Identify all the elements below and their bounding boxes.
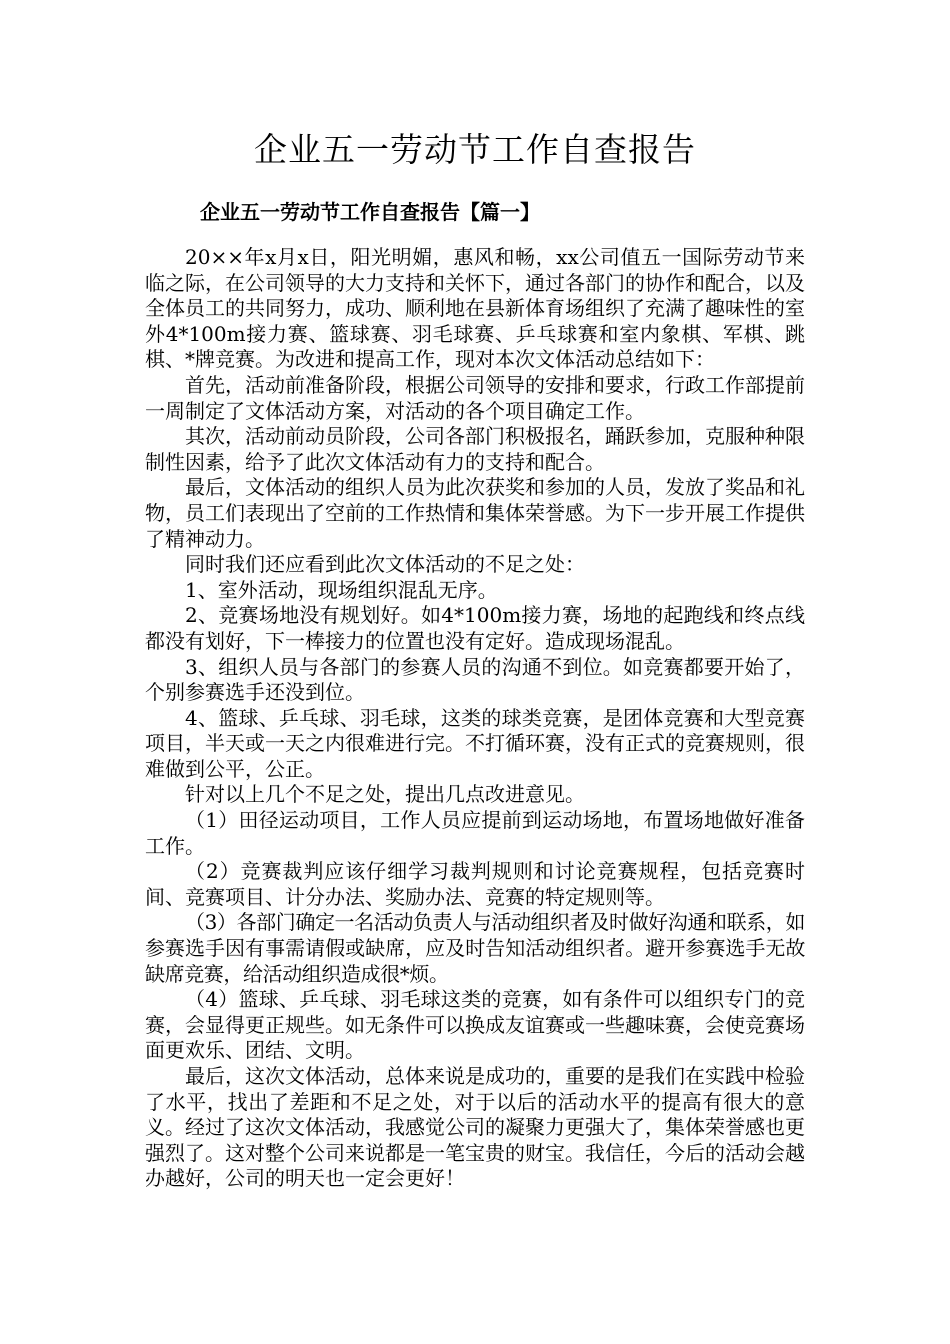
document-title: 企业五一劳动节工作自查报告	[254, 130, 696, 169]
paragraph-second: 其次，活动前动员阶段，公司各部门积极报名，踊跃参加，克服种种限制性因素，给予了此次文体活动有力的支持和配合。	[145, 424, 805, 474]
paragraph-conclusion: 最后，这次文体活动，总体来说是成功的，重要的是我们在实践中检验了水平，找出了差距和不足之处，对于以后的活动水平的提高有很大的意义。经过了这次文体活动，我感觉公司的凝聚力更强大了，集体荣誉感也更强烈了。这对整个公司来说都是一笔宝贵的财宝。我信任，今后的活动会越办越好，公司的明天也一定会更好！	[145, 1064, 805, 1191]
document-body	[145, 245, 805, 1192]
document-subtitle: 企业五一劳动节工作自查报告【篇一】	[200, 200, 540, 224]
paragraph-improvements-intro: 针对以上几个不足之处，提出几点改进意见。	[185, 782, 585, 807]
improvement-item-2: （2）竞赛裁判应该仔细学习裁判规则和讨论竞赛规程，包括竞赛时间、竞赛项目、计分办法、奖励办法、竞赛的特定规则等。	[145, 859, 805, 909]
improvement-item-3: （3）各部门确定一名活动负责人与活动组织者及时做好沟通和联系，如参赛选手因有事需请假或缺席，应及时告知活动组织者。避开参赛选手无故缺席竞赛，给活动组织造成很*烦。	[145, 910, 805, 986]
paragraph-intro: 20××年x月x日，阳光明媚，惠风和畅，xx公司值五一国际劳动节来临之际，在公司领导的大力支持和关怀下，通过各部门的协作和配合，以及全体员工的共同努力，成功、顺利地在县新体育场组织了充满了趣味性的室外4*100m接力赛、篮球赛、羽毛球赛、乒乓球赛和室内象棋、军棋、跳棋、*牌竞赛。为改进和提高工作，现对本次文体活动总结如下：	[145, 245, 805, 372]
shortcoming-item-2: 2、竞赛场地没有规划好。如4*100m接力赛，场地的起跑线和终点线都没有划好，下一棒接力的位置也没有定好。造成现场混乱。	[145, 603, 805, 653]
improvement-item-1: （1）田径运动项目，工作人员应提前到运动场地，布置场地做好准备工作。	[145, 808, 805, 858]
shortcoming-item-3: 3、组织人员与各部门的参赛人员的沟通不到位。如竞赛都要开始了，个别参赛选手还没到位。	[145, 654, 805, 705]
paragraph-first: 首先，活动前准备阶段，根据公司领导的安排和要求，行政工作部提前一周制定了文体活动方案，对活动的各个项目确定工作。	[145, 372, 805, 423]
paragraph-shortcomings-intro: 同时我们还应看到此次文体活动的不足之处：	[185, 552, 585, 577]
shortcoming-item-1: 1、室外活动，现场组织混乱无序。	[185, 577, 498, 602]
improvement-item-4: （4）篮球、乒乓球、羽毛球这类的竞赛，如有条件可以组织专门的竞赛，会显得更正规些。如无条件可以换成友谊赛或一些趣味赛，会使竞赛场面更欢乐、团结、文明。	[145, 987, 805, 1063]
shortcoming-item-4: 4、篮球、乒乓球、羽毛球，这类的球类竞赛，是团体竞赛和大型竞赛项目，半天或一天之内很难进行完。不打循环赛，没有正式的竞赛规则，很难做到公平，公正。	[145, 705, 805, 781]
paragraph-finally: 最后，文体活动的组织人员为此次获奖和参加的人员，发放了奖品和礼物，员工们表现出了空前的工作热情和集体荣誉感。为下一步开展工作提供了精神动力。	[145, 475, 805, 551]
